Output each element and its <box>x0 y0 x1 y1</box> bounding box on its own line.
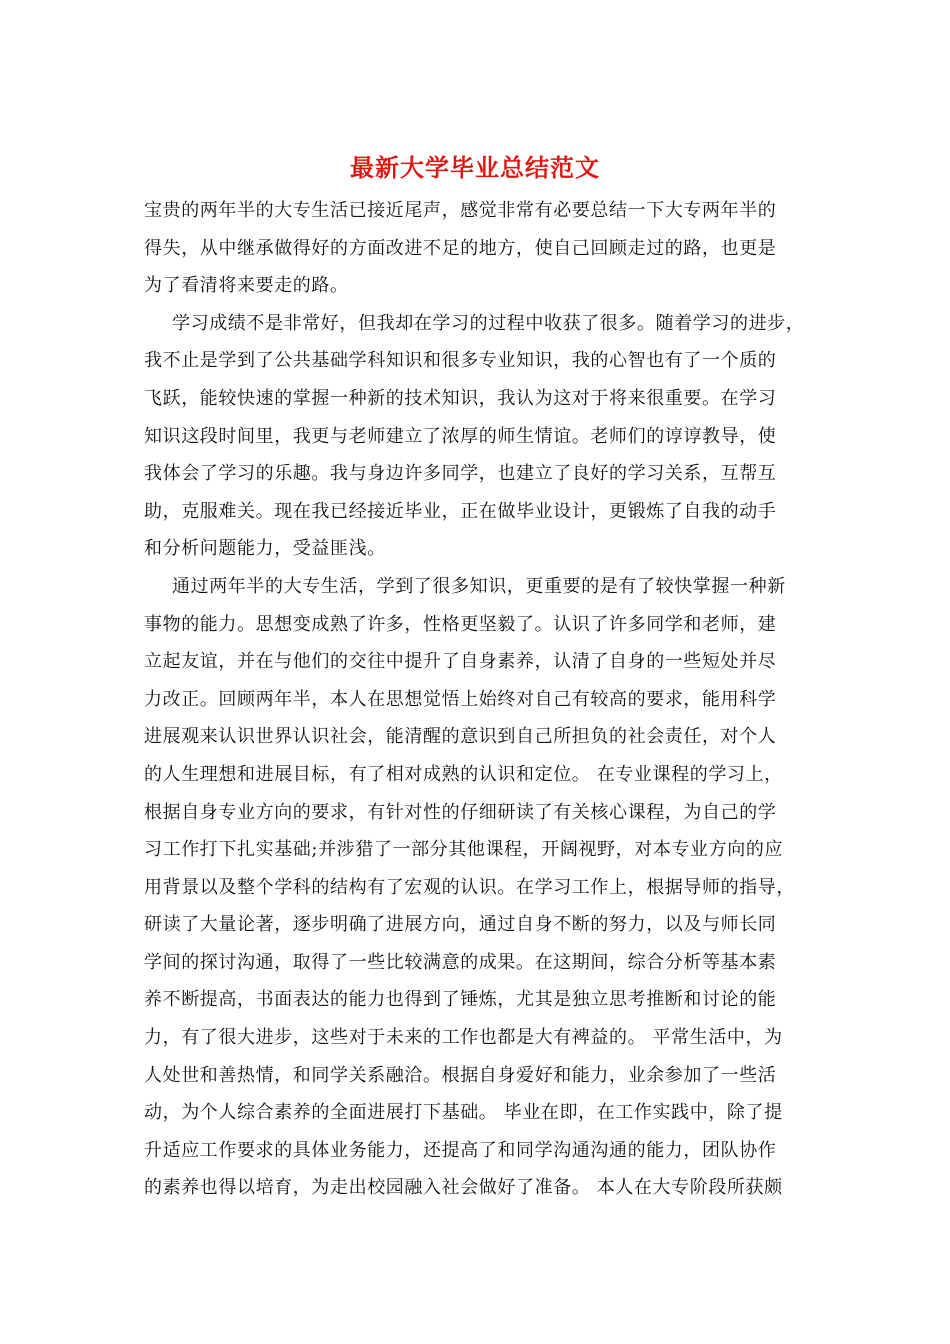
paragraph-line: 通过两年半的大专生活，学到了很多知识，更重要的是有了较快掌握一种新 <box>172 575 786 597</box>
paragraph-line: 和分析问题能力，受益匪浅。 <box>144 538 386 560</box>
paragraph-line: 力，有了很大进步，这些对于未来的工作也都是大有裨益的。 平常生活中，为 <box>144 1027 783 1049</box>
paragraph-line: 立起友谊，并在与他们的交往中提升了自身素养，认清了自身的一些短处并尽 <box>144 651 777 673</box>
paragraph-line: 学习成绩不是非常好，但我却在学习的过程中收获了很多。随着学习的进步， <box>172 312 805 334</box>
paragraph-line: 进展观来认识世界认识社会，能清醒的意识到自己所担负的社会责任，对个人 <box>144 726 777 748</box>
paragraph-line: 研读了大量论著，逐步明确了进展方向，通过自身不断的努力，以及与师长同 <box>144 914 777 936</box>
paragraph-line: 养不断提高，书面表达的能力也得到了锤炼，尤其是独立思考推断和讨论的能 <box>144 989 777 1011</box>
paragraph-line: 动，为个人综合素养的全面进展打下基础。 毕业在即，在工作实践中，除了提 <box>144 1102 783 1124</box>
paragraph-line: 用背景以及整个学科的结构有了宏观的认识。在学习工作上，根据导师的指导， <box>144 876 795 898</box>
paragraph-line: 我体会了学习的乐趣。我与身边许多同学，也建立了良好的学习关系，互帮互 <box>144 463 777 485</box>
paragraph-line: 力改正。回顾两年半，本人在思想觉悟上始终对自己有较高的要求，能用科学 <box>144 688 777 710</box>
paragraph-line: 宝贵的两年半的大专生活已接近尾声，感觉非常有必要总结一下大专两年半的 <box>144 200 777 221</box>
paragraph-line: 的人生理想和进展目标，有了相对成熟的认识和定位。 在专业课程的学习上， <box>144 763 783 785</box>
paragraph-line: 的素养也得以培育，为走出校园融入社会做好了准备。 本人在大专阶段所获颇 <box>144 1177 783 1199</box>
paragraph-line: 我不止是学到了公共基础学科知识和很多专业知识，我的心智也有了一个质的 <box>144 350 777 372</box>
paragraph-line: 飞跃，能较快速的掌握一种新的技术知识，我认为这对于将来很重要。在学习 <box>144 387 777 409</box>
paragraph-line: 事物的能力。思想变成熟了许多，性格更坚毅了。认识了许多同学和老师，建 <box>144 613 777 635</box>
paragraph-line: 得失，从中继承做得好的方面改进不足的地方，使自己回顾走过的路，也更是 <box>144 237 777 259</box>
paragraph-line: 助，克服难关。现在我已经接近毕业，正在做毕业设计，更锻炼了自我的动手 <box>144 500 777 522</box>
paragraph-line: 根据自身专业方向的要求，有针对性的仔细研读了有关核心课程，为自己的学 <box>144 801 777 823</box>
paragraph-line: 习工作打下扎实基础;并涉猎了一部分其他课程，开阔视野，对本专业方向的应 <box>144 839 784 861</box>
paragraph-line: 知识这段时间里，我更与老师建立了浓厚的师生情谊。老师们的谆谆教导，使 <box>144 425 777 447</box>
document-body <box>144 192 814 1207</box>
paragraph-line: 为了看清将来要走的路。 <box>144 275 349 297</box>
paragraph-line: 学间的探讨沟通，取得了一些比较满意的成果。在这期间，综合分析等基本素 <box>144 951 777 973</box>
document-title: 最新大学毕业总结范文 <box>350 153 600 182</box>
paragraph-line: 人处世和善热情，和同学关系融洽。根据自身爱好和能力，业余参加了一些活 <box>144 1064 777 1086</box>
paragraph-line: 升适应工作要求的具体业务能力，还提高了和同学沟通沟通的能力，团队协作 <box>144 1139 777 1161</box>
